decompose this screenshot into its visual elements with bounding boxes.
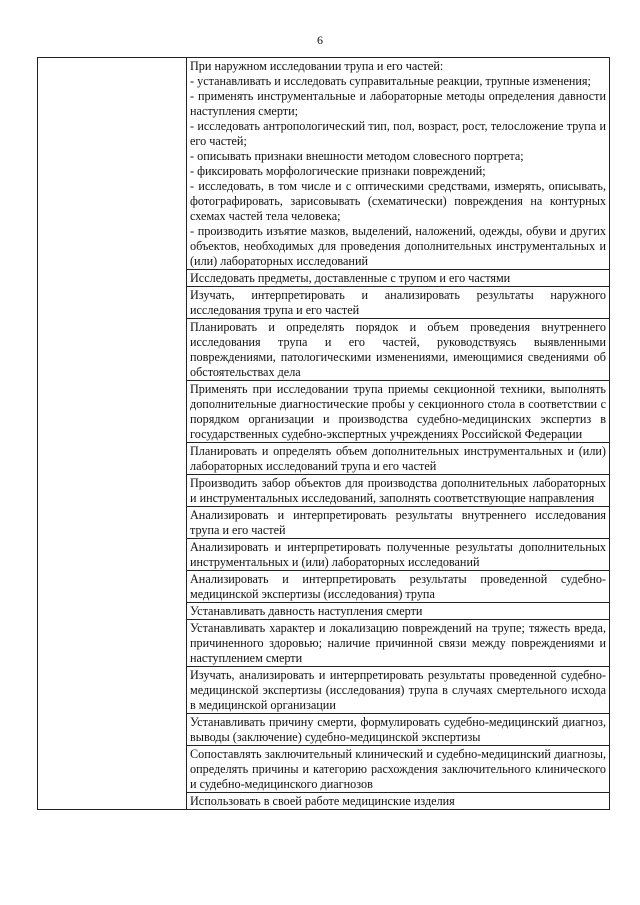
list-item: - применять инструментальные и лабораторные методы определения давности наступления смерти; <box>190 89 606 118</box>
table-row-external-examination <box>187 58 609 270</box>
skills-table <box>37 57 610 810</box>
table-row: Устанавливать причину смерти, формулировать судебно-медицинский диагноз, выводы (заключение) судебно-медицинской экспертизы <box>187 714 609 746</box>
table-left-column <box>38 58 187 809</box>
list-item: - фиксировать морфологические признаки повреждений; <box>190 164 486 178</box>
list-item: - производить изъятие мазков, выделений, наложений, одежды, обуви и других объектов, необходимых для проведения дополнительных инструментальных и (или) лабораторных исследований <box>190 224 606 268</box>
table-right-column <box>187 58 609 809</box>
table-row: Исследовать предметы, доставленные с трупом и его частями <box>187 270 609 287</box>
list-item: - устанавливать и исследовать суправитальные реакции, трупные изменения; <box>190 74 591 88</box>
table-row: Устанавливать давность наступления смерти <box>187 603 609 620</box>
table-row: Изучать, анализировать и интерпретировать результаты проведенной судебно-медицинской экспертизы (исследования) трупа в случаях смертельного исхода в медицинской организации <box>187 667 609 714</box>
list-item-heading: При наружном исследовании трупа и его частей: <box>190 59 444 73</box>
table-row: Анализировать и интерпретировать результаты внутреннего исследования трупа и его частей <box>187 507 609 539</box>
table-row: Анализировать и интерпретировать результаты проведенной судебно-медицинской экспертизы (исследования) трупа <box>187 571 609 603</box>
list-item: - исследовать антропологический тип, пол, возраст, рост, телосложение трупа и его частей; <box>190 119 606 148</box>
table-row: Планировать и определять объем дополнительных инструментальных и (или) лабораторных исследований трупа и его частей <box>187 443 609 475</box>
list-item: - исследовать, в том числе и с оптическими средствами, измерять, описывать, фотографировать, зарисовывать (схематически) повреждения на контурных схемах частей тела человека; <box>190 179 606 223</box>
table-row: Производить забор объектов для производства дополнительных лабораторных и инструментальных исследований, заполнять соответствующие направления <box>187 475 609 507</box>
table-row: Анализировать и интерпретировать полученные результаты дополнительных инструментальных и (или) лабораторных исследований <box>187 539 609 571</box>
page-number: 6 <box>317 33 323 47</box>
table-row: Сопоставлять заключительный клинический и судебно-медицинский диагнозы, определять причины и категорию расхождения заключительного клинического и судебно-медицинского диагнозов <box>187 746 609 793</box>
table-row: Планировать и определять порядок и объем проведения внутреннего исследования трупа и его частей, руководствуясь выявленными повреждениями, патологическими изменениями, имеющимися сведениями об обстоятельствах дела <box>187 319 609 381</box>
table-row: Устанавливать характер и локализацию повреждений на трупе; тяжесть вреда, причиненного здоровью; наличие причинной связи между повреждениями и наступлением смерти <box>187 620 609 667</box>
table-row: Изучать, интерпретировать и анализировать результаты наружного исследования трупа и его частей <box>187 287 609 319</box>
table-row: Применять при исследовании трупа приемы секционной техники, выполнять дополнительные диагностические пробы у секционного стола в соответствии с порядком организации и производства судебно-медицинских экспертиз в государственных судебно-экспертных учреждениях Российской Федерации <box>187 381 609 443</box>
table-row: Использовать в своей работе медицинские изделия <box>190 794 455 808</box>
list-item: - описывать признаки внешности методом словесного портрета; <box>190 149 524 163</box>
